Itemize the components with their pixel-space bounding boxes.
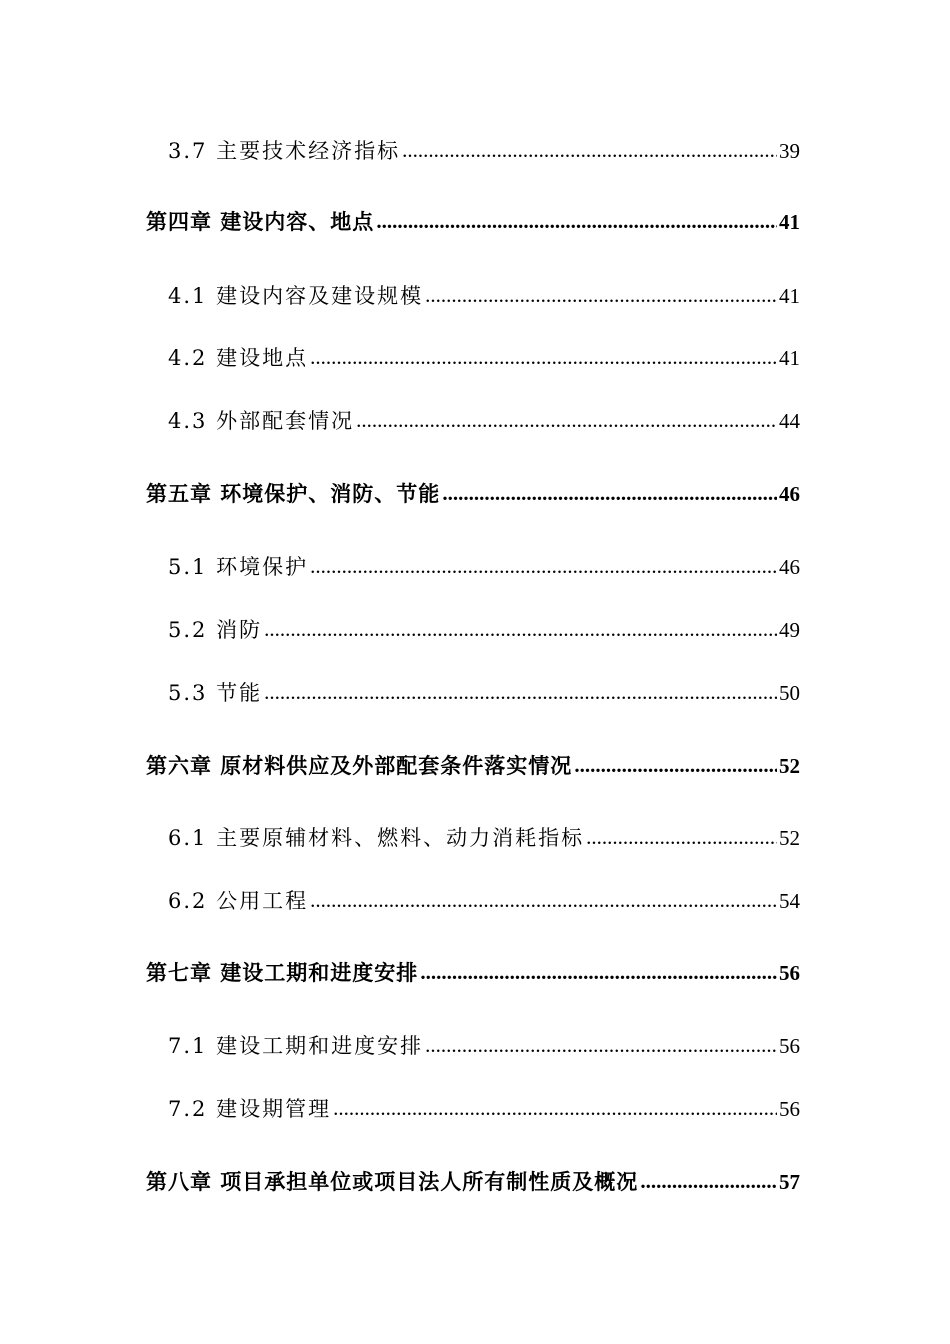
- toc-entry-page: 49: [779, 618, 800, 642]
- toc-entry-page: 44: [779, 409, 800, 433]
- toc-entry-page: 56: [779, 1034, 800, 1058]
- toc-chapter-page: 46: [779, 482, 800, 506]
- toc-entry-title: 5.1 环境保护: [168, 555, 309, 579]
- toc-chapter-4[interactable]: [146, 206, 800, 236]
- toc-entry-page: 39: [779, 139, 800, 163]
- toc-entry-title: 4.3 外部配套情况: [168, 409, 355, 433]
- toc-chapter-page: 52: [779, 754, 800, 778]
- toc-chapter-title: 第八章 项目承担单位或项目法人所有制性质及概况: [146, 1169, 639, 1194]
- toc-entry-7-2[interactable]: [168, 1093, 800, 1123]
- toc-entry-4-3[interactable]: [168, 405, 800, 435]
- toc-dot-leader: [264, 680, 777, 705]
- toc-entry-title: 3.7 主要技术经济指标: [168, 139, 401, 163]
- toc-chapter-6[interactable]: [146, 750, 800, 780]
- toc-dot-leader: [264, 617, 777, 642]
- toc-entry-page: 54: [779, 889, 800, 913]
- toc-entry-5-2[interactable]: [168, 614, 800, 644]
- toc-entry-6-1[interactable]: [168, 822, 800, 852]
- toc-dot-leader: [425, 1033, 777, 1058]
- toc-entry-title: 6.1 主要原辅材料、燃料、动力消耗指标: [168, 826, 585, 850]
- toc-entry-page: 41: [779, 284, 800, 308]
- toc-entry-page: 56: [779, 1097, 800, 1121]
- toc-chapter-7[interactable]: [146, 957, 800, 987]
- toc-entry-page: 52: [779, 826, 800, 850]
- toc-dot-leader: [586, 825, 777, 850]
- toc-entry-title: 7.1 建设工期和进度安排: [168, 1034, 424, 1058]
- toc-entry-title: 5.3 节能: [168, 681, 263, 705]
- toc-chapter-5[interactable]: [146, 478, 800, 508]
- toc-entry-7-1[interactable]: [168, 1030, 800, 1060]
- toc-dot-leader: [402, 138, 777, 163]
- toc-dot-leader: [574, 752, 777, 778]
- toc-entry-page: 41: [779, 346, 800, 370]
- toc-chapter-page: 41: [779, 210, 800, 234]
- toc-chapter-title: 第四章 建设内容、地点: [146, 209, 375, 234]
- toc-entry-4-1[interactable]: [168, 280, 800, 310]
- toc-entry-page: 46: [779, 555, 800, 579]
- toc-entry-6-2[interactable]: [168, 885, 800, 915]
- toc-dot-leader: [425, 283, 777, 308]
- toc-chapter-8[interactable]: [146, 1166, 800, 1196]
- toc-chapter-page: 57: [779, 1170, 800, 1194]
- toc-dot-leader: [310, 345, 777, 370]
- toc-entry-title: 5.2 消防: [168, 618, 263, 642]
- toc-chapter-page: 56: [779, 961, 800, 985]
- toc-chapter-title: 第七章 建设工期和进度安排: [146, 960, 419, 985]
- toc-dot-leader: [376, 208, 777, 234]
- toc-entry-title: 4.2 建设地点: [168, 346, 309, 370]
- toc-dot-leader: [333, 1096, 777, 1121]
- toc-entry-title: 6.2 公用工程: [168, 889, 309, 913]
- toc-entry-4-2[interactable]: [168, 342, 800, 372]
- toc-chapter-title: 第五章 环境保护、消防、节能: [146, 481, 441, 506]
- toc-entry-title: 4.1 建设内容及建设规模: [168, 284, 424, 308]
- toc-entry-title: 7.2 建设期管理: [168, 1097, 332, 1121]
- toc-chapter-title: 第六章 原材料供应及外部配套条件落实情况: [146, 753, 573, 778]
- toc-dot-leader: [442, 480, 777, 506]
- toc-entry-5-3[interactable]: [168, 677, 800, 707]
- toc-entry-5-1[interactable]: [168, 551, 800, 581]
- toc-entry-page: 50: [779, 681, 800, 705]
- toc-dot-leader: [310, 888, 777, 913]
- toc-dot-leader: [640, 1168, 777, 1194]
- toc-entry-3-7[interactable]: [168, 135, 800, 165]
- toc-dot-leader: [310, 554, 777, 579]
- toc-dot-leader: [356, 408, 777, 433]
- toc-dot-leader: [420, 959, 777, 985]
